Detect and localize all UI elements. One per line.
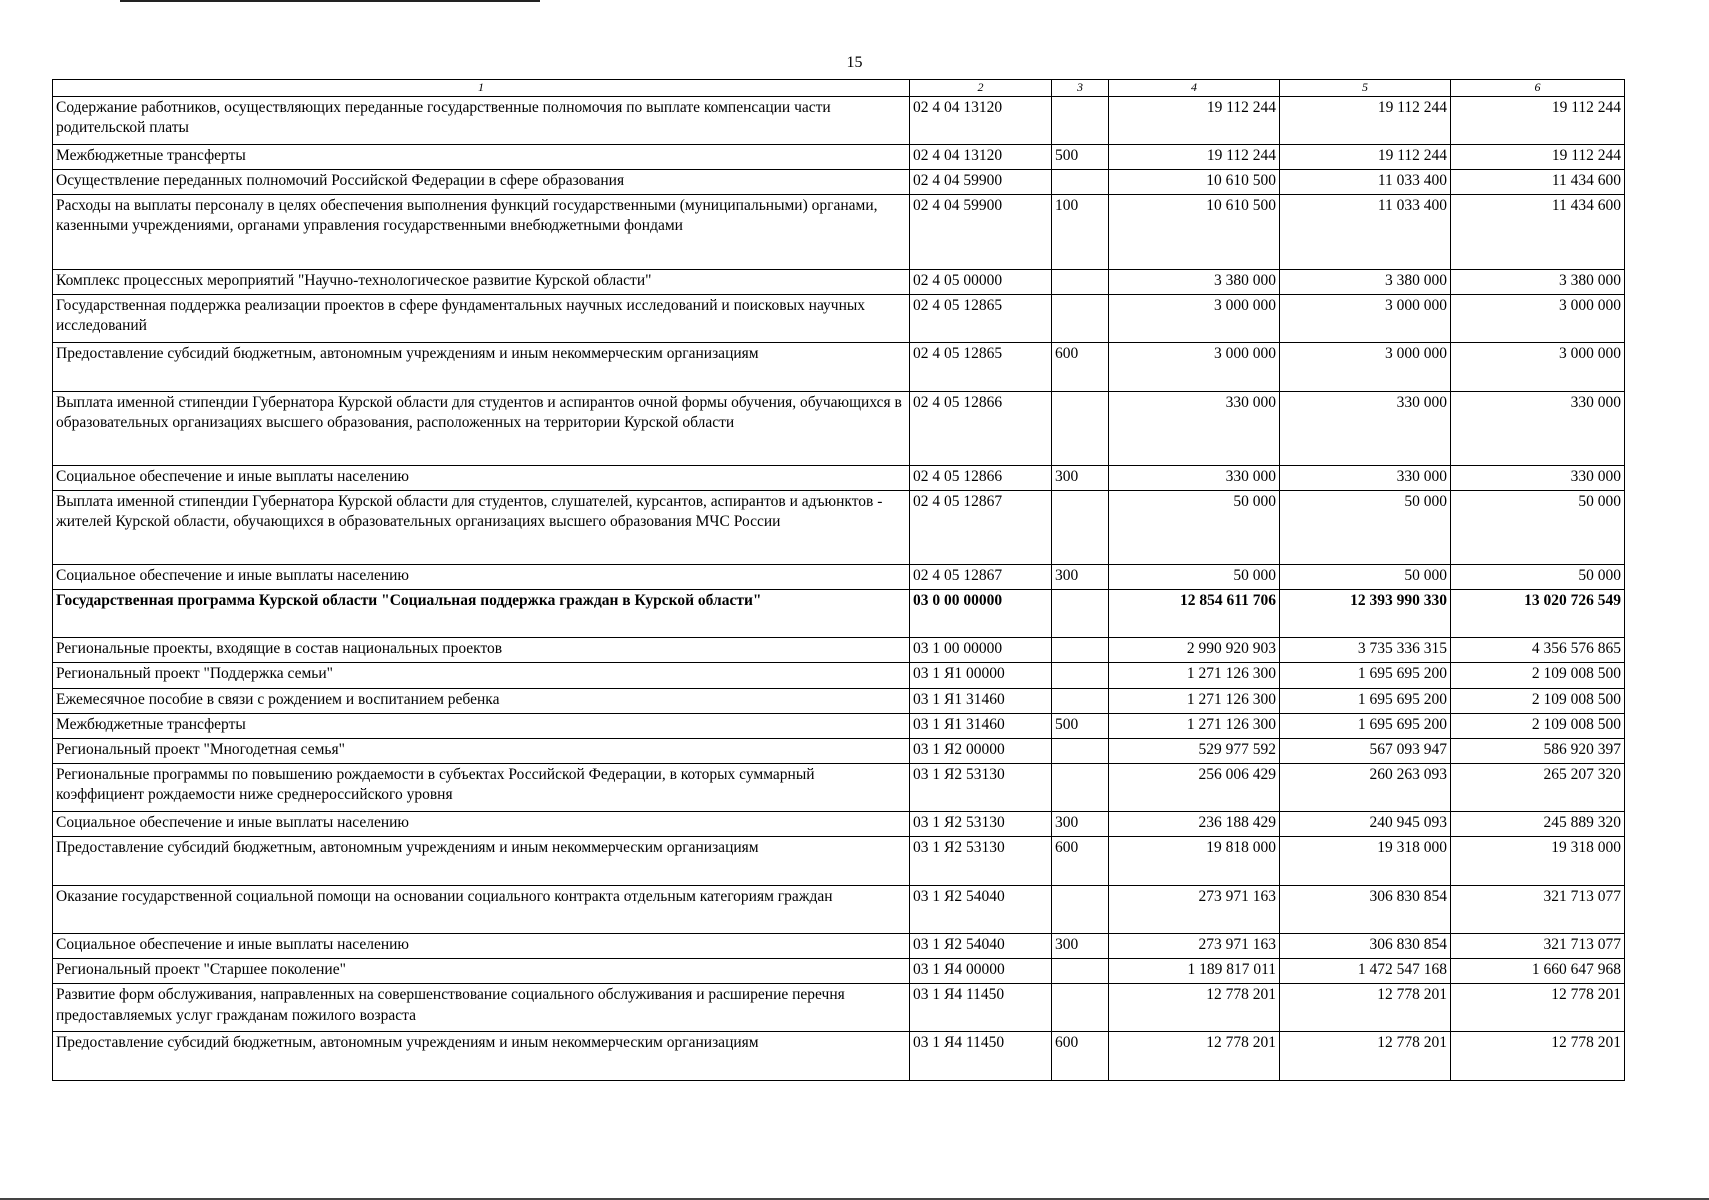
scan-edge-top <box>120 0 540 2</box>
row-amount-col4: 50 000 <box>1109 491 1280 565</box>
row-amount-col5: 306 830 854 <box>1280 886 1451 934</box>
row-amount-col6: 3 000 000 <box>1451 343 1625 392</box>
row-expense-type <box>1052 392 1109 466</box>
row-target-code: 02 4 04 13120 <box>910 144 1052 169</box>
row-amount-col5: 240 945 093 <box>1280 812 1451 837</box>
table-row <box>53 169 1625 194</box>
row-description: Региональный проект "Многодетная семья" <box>53 738 910 763</box>
row-target-code: 03 1 Я1 31460 <box>910 688 1052 713</box>
row-amount-col4: 3 380 000 <box>1109 269 1280 294</box>
row-amount-col5: 19 112 244 <box>1280 144 1451 169</box>
row-expense-type <box>1052 269 1109 294</box>
row-amount-col5: 330 000 <box>1280 466 1451 491</box>
table-row <box>53 590 1625 638</box>
row-amount-col4: 1 271 126 300 <box>1109 688 1280 713</box>
row-description: Социальное обеспечение и иные выплаты населению <box>53 934 910 959</box>
header-col-4: 4 <box>1109 80 1280 97</box>
row-target-code: 03 1 Я1 31460 <box>910 713 1052 738</box>
row-amount-col4: 1 189 817 011 <box>1109 959 1280 984</box>
row-amount-col6: 3 380 000 <box>1451 269 1625 294</box>
row-amount-col5: 330 000 <box>1280 392 1451 466</box>
table-row <box>53 96 1625 144</box>
row-amount-col4: 256 006 429 <box>1109 764 1280 812</box>
row-amount-col4: 1 271 126 300 <box>1109 663 1280 688</box>
row-description: Выплата именной стипендии Губернатора Курской области для студентов и аспирантов очной формы обучения, обучающихся в образовательных организациях высшего образования, расположенных на территории Курской области <box>53 392 910 466</box>
row-amount-col4: 12 778 201 <box>1109 984 1280 1032</box>
row-expense-type <box>1052 638 1109 663</box>
row-amount-col4: 1 271 126 300 <box>1109 713 1280 738</box>
table-row <box>53 886 1625 934</box>
row-target-code: 03 1 Я2 54040 <box>910 886 1052 934</box>
row-amount-col6: 13 020 726 549 <box>1451 590 1625 638</box>
row-expense-type <box>1052 590 1109 638</box>
row-amount-col4: 273 971 163 <box>1109 886 1280 934</box>
row-amount-col5: 3 380 000 <box>1280 269 1451 294</box>
row-amount-col5: 50 000 <box>1280 565 1451 590</box>
row-amount-col5: 12 778 201 <box>1280 1032 1451 1081</box>
row-description: Расходы на выплаты персоналу в целях обеспечения выполнения функций государственными (муниципальными) органами, казенными учреждениями, органами управления государственными внебюджетными фондами <box>53 194 910 269</box>
row-expense-type <box>1052 688 1109 713</box>
row-target-code: 02 4 04 13120 <box>910 96 1052 144</box>
row-target-code: 02 4 05 12865 <box>910 343 1052 392</box>
row-amount-col4: 12 778 201 <box>1109 1032 1280 1081</box>
page-number: 15 <box>846 54 863 71</box>
row-amount-col6: 4 356 576 865 <box>1451 638 1625 663</box>
row-amount-col5: 3 735 336 315 <box>1280 638 1451 663</box>
row-expense-type: 300 <box>1052 565 1109 590</box>
row-expense-type: 300 <box>1052 934 1109 959</box>
table-row <box>53 663 1625 688</box>
row-expense-type: 600 <box>1052 1032 1109 1081</box>
row-target-code: 02 4 05 12866 <box>910 466 1052 491</box>
budget-table <box>52 79 1625 1081</box>
row-amount-col5: 306 830 854 <box>1280 934 1451 959</box>
row-expense-type: 600 <box>1052 343 1109 392</box>
row-expense-type <box>1052 959 1109 984</box>
row-target-code: 03 1 Я2 53130 <box>910 764 1052 812</box>
row-target-code: 02 4 05 12866 <box>910 392 1052 466</box>
table-row <box>53 638 1625 663</box>
row-description: Региональные проекты, входящие в состав национальных проектов <box>53 638 910 663</box>
row-target-code: 03 1 Я2 00000 <box>910 738 1052 763</box>
row-amount-col6: 586 920 397 <box>1451 738 1625 763</box>
header-col-2: 2 <box>910 80 1052 97</box>
row-amount-col5: 3 000 000 <box>1280 295 1451 343</box>
row-expense-type <box>1052 663 1109 688</box>
row-amount-col6: 245 889 320 <box>1451 812 1625 837</box>
row-amount-col4: 2 990 920 903 <box>1109 638 1280 663</box>
row-amount-col6: 19 318 000 <box>1451 837 1625 886</box>
header-row <box>53 80 1625 97</box>
row-description: Социальное обеспечение и иные выплаты населению <box>53 565 910 590</box>
row-amount-col4: 529 977 592 <box>1109 738 1280 763</box>
row-amount-col5: 1 695 695 200 <box>1280 688 1451 713</box>
row-description: Оказание государственной социальной помощи на основании социального контракта отдельным категориям граждан <box>53 886 910 934</box>
row-amount-col4: 273 971 163 <box>1109 934 1280 959</box>
row-amount-col4: 19 818 000 <box>1109 837 1280 886</box>
table-row <box>53 144 1625 169</box>
row-expense-type: 500 <box>1052 713 1109 738</box>
row-description: Региональные программы по повышению рождаемости в субъектах Российской Федерации, в которых суммарный коэффициент рождаемости ниже среднероссийского уровня <box>53 764 910 812</box>
header-col-1: 1 <box>53 80 910 97</box>
header-col-5: 5 <box>1280 80 1451 97</box>
row-expense-type: 100 <box>1052 194 1109 269</box>
row-amount-col5: 260 263 093 <box>1280 764 1451 812</box>
row-description: Межбюджетные трансферты <box>53 713 910 738</box>
table-row <box>53 959 1625 984</box>
table-row <box>53 738 1625 763</box>
row-amount-col6: 50 000 <box>1451 491 1625 565</box>
row-expense-type: 500 <box>1052 144 1109 169</box>
table-row <box>53 984 1625 1032</box>
row-description: Социальное обеспечение и иные выплаты населению <box>53 466 910 491</box>
row-amount-col4: 10 610 500 <box>1109 194 1280 269</box>
row-amount-col5: 11 033 400 <box>1280 194 1451 269</box>
row-amount-col5: 19 318 000 <box>1280 837 1451 886</box>
table-row <box>53 713 1625 738</box>
row-amount-col4: 330 000 <box>1109 392 1280 466</box>
row-amount-col6: 12 778 201 <box>1451 1032 1625 1081</box>
row-amount-col4: 19 112 244 <box>1109 96 1280 144</box>
table-body <box>53 96 1625 1081</box>
row-expense-type <box>1052 491 1109 565</box>
row-amount-col5: 12 778 201 <box>1280 984 1451 1032</box>
table-row <box>53 194 1625 269</box>
table-row <box>53 491 1625 565</box>
row-target-code: 03 1 Я2 53130 <box>910 812 1052 837</box>
table-row <box>53 934 1625 959</box>
table-row <box>53 688 1625 713</box>
row-description: Региональный проект "Поддержка семьи" <box>53 663 910 688</box>
row-amount-col5: 3 000 000 <box>1280 343 1451 392</box>
table-row <box>53 812 1625 837</box>
row-description: Межбюджетные трансферты <box>53 144 910 169</box>
row-amount-col6: 330 000 <box>1451 466 1625 491</box>
row-expense-type <box>1052 764 1109 812</box>
table-row <box>53 392 1625 466</box>
row-description: Содержание работников, осуществляющих переданные государственные полномочия по выплате компенсации части родительской платы <box>53 96 910 144</box>
row-description: Ежемесячное пособие в связи с рождением и воспитанием ребенка <box>53 688 910 713</box>
row-description: Развитие форм обслуживания, направленных на совершенствование социального обслуживания и расширение перечня предоставляемых услуг гражданам пожилого возраста <box>53 984 910 1032</box>
row-amount-col4: 12 854 611 706 <box>1109 590 1280 638</box>
row-expense-type: 300 <box>1052 466 1109 491</box>
row-target-code: 02 4 05 12867 <box>910 565 1052 590</box>
row-expense-type <box>1052 169 1109 194</box>
row-amount-col5: 11 033 400 <box>1280 169 1451 194</box>
row-target-code: 02 4 05 12867 <box>910 491 1052 565</box>
row-amount-col6: 265 207 320 <box>1451 764 1625 812</box>
row-amount-col4: 3 000 000 <box>1109 343 1280 392</box>
header-col-3: 3 <box>1052 80 1109 97</box>
row-expense-type <box>1052 295 1109 343</box>
row-expense-type <box>1052 886 1109 934</box>
row-amount-col6: 19 112 244 <box>1451 96 1625 144</box>
row-amount-col5: 12 393 990 330 <box>1280 590 1451 638</box>
row-amount-col4: 236 188 429 <box>1109 812 1280 837</box>
row-target-code: 03 1 Я2 53130 <box>910 837 1052 886</box>
table-row <box>53 343 1625 392</box>
table-row <box>53 1032 1625 1081</box>
row-amount-col4: 3 000 000 <box>1109 295 1280 343</box>
row-amount-col6: 321 713 077 <box>1451 886 1625 934</box>
row-expense-type <box>1052 738 1109 763</box>
row-target-code: 02 4 04 59900 <box>910 169 1052 194</box>
header-col-6: 6 <box>1451 80 1625 97</box>
row-target-code: 03 1 Я2 54040 <box>910 934 1052 959</box>
row-amount-col5: 1 695 695 200 <box>1280 663 1451 688</box>
row-expense-type <box>1052 984 1109 1032</box>
row-amount-col5: 567 093 947 <box>1280 738 1451 763</box>
row-target-code: 02 4 05 00000 <box>910 269 1052 294</box>
row-amount-col4: 19 112 244 <box>1109 144 1280 169</box>
table-row <box>53 295 1625 343</box>
row-amount-col6: 330 000 <box>1451 392 1625 466</box>
row-expense-type: 300 <box>1052 812 1109 837</box>
row-target-code: 03 0 00 00000 <box>910 590 1052 638</box>
row-description: Социальное обеспечение и иные выплаты населению <box>53 812 910 837</box>
row-target-code: 02 4 04 59900 <box>910 194 1052 269</box>
row-description: Предоставление субсидий бюджетным, автономным учреждениям и иным некоммерческим организациям <box>53 837 910 886</box>
row-amount-col6: 321 713 077 <box>1451 934 1625 959</box>
table-row <box>53 269 1625 294</box>
row-amount-col6: 2 109 008 500 <box>1451 713 1625 738</box>
row-description: Государственная программа Курской области "Социальная поддержка граждан в Курской области" <box>53 590 910 638</box>
row-amount-col5: 19 112 244 <box>1280 96 1451 144</box>
table-row <box>53 764 1625 812</box>
row-amount-col6: 1 660 647 968 <box>1451 959 1625 984</box>
row-description: Предоставление субсидий бюджетным, автономным учреждениям и иным некоммерческим организациям <box>53 1032 910 1081</box>
row-target-code: 03 1 Я4 00000 <box>910 959 1052 984</box>
row-amount-col6: 3 000 000 <box>1451 295 1625 343</box>
row-description: Осуществление переданных полномочий Российской Федерации в сфере образования <box>53 169 910 194</box>
row-amount-col5: 1 472 547 168 <box>1280 959 1451 984</box>
row-description: Региональный проект "Старшее поколение" <box>53 959 910 984</box>
row-target-code: 02 4 05 12865 <box>910 295 1052 343</box>
row-target-code: 03 1 00 00000 <box>910 638 1052 663</box>
row-expense-type: 600 <box>1052 837 1109 886</box>
row-amount-col6: 11 434 600 <box>1451 194 1625 269</box>
row-amount-col4: 50 000 <box>1109 565 1280 590</box>
row-amount-col4: 10 610 500 <box>1109 169 1280 194</box>
row-amount-col5: 1 695 695 200 <box>1280 713 1451 738</box>
row-amount-col6: 50 000 <box>1451 565 1625 590</box>
row-amount-col6: 2 109 008 500 <box>1451 688 1625 713</box>
table-row <box>53 565 1625 590</box>
row-target-code: 03 1 Я4 11450 <box>910 1032 1052 1081</box>
row-amount-col4: 330 000 <box>1109 466 1280 491</box>
row-description: Государственная поддержка реализации проектов в сфере фундаментальных научных исследований и поисковых научных исследований <box>53 295 910 343</box>
row-amount-col5: 50 000 <box>1280 491 1451 565</box>
row-expense-type <box>1052 96 1109 144</box>
row-amount-col6: 2 109 008 500 <box>1451 663 1625 688</box>
row-amount-col6: 19 112 244 <box>1451 144 1625 169</box>
row-description: Предоставление субсидий бюджетным, автономным учреждениям и иным некоммерческим организациям <box>53 343 910 392</box>
row-amount-col6: 11 434 600 <box>1451 169 1625 194</box>
table-row <box>53 466 1625 491</box>
row-target-code: 03 1 Я1 00000 <box>910 663 1052 688</box>
row-description: Выплата именной стипендии Губернатора Курской области для студентов, слушателей, курсантов, аспирантов и адъюнктов - жителей Курской области, обучающихся в образовательных организациях высшего образования МЧС России <box>53 491 910 565</box>
table-row <box>53 837 1625 886</box>
row-amount-col6: 12 778 201 <box>1451 984 1625 1032</box>
row-description: Комплекс процессных мероприятий "Научно-технологическое развитие Курской области" <box>53 269 910 294</box>
row-target-code: 03 1 Я4 11450 <box>910 984 1052 1032</box>
